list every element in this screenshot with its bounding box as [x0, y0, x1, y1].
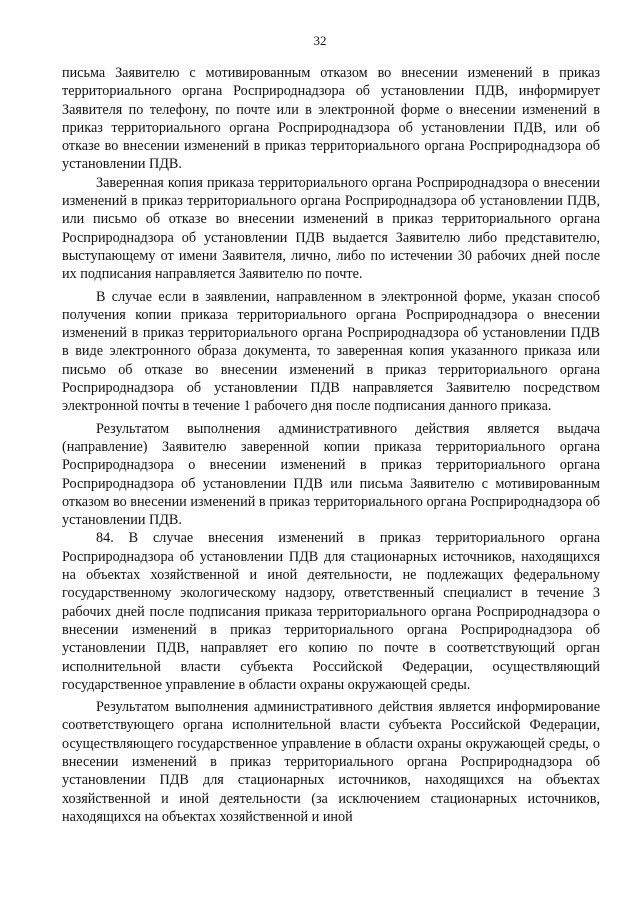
document-body	[62, 64, 600, 826]
paragraph-result-informing: Результатом выполнения административного действия является информирование соответствующего органа исполнительной власти субъекта Российской Федерации, осуществляющего государственное управление в области охраны окружающей среды, о внесении изменений в приказ территориального органа Росприроднадзора об установлении ПДВ для стационарных источников, находящихся на объектах хозяйственной и иной деятельности (за исключением стационарных источников, находящихся на объектах хозяйственной и иной	[62, 699, 600, 825]
paragraph-continuation: письма Заявителю с мотивированным отказом во внесении изменений в приказ территориального органа Росприроднадзора об установлении ПДВ, информирует Заявителя по телефону, по почте или в электронной форме о внесении изменений в приказ территориального органа Росприроднадзора об установлении ПДВ, или об отказе во внесении изменений в приказ территориального органа Росприроднадзора об установлении ПДВ.	[62, 65, 600, 173]
paragraph-certified-copy: Заверенная копия приказа территориального органа Росприроднадзора о внесении изменений в приказ территориального органа Росприроднадзора об установлении ПДВ, или письмо об отказе во внесении изменений в приказ территориального органа Росприроднадзора об установлении ПДВ выдается Заявителю либо представителю, выступающему от имени Заявителя, лично, либо по истечении 30 рабочих дней после их подписания направляется Заявителю по почте.	[62, 174, 600, 283]
page-number: 32	[313, 33, 327, 48]
paragraph-item-84: 84. В случае внесения изменений в приказ территориального органа Росприроднадзора об установлении ПДВ для стационарных источников, находящихся на объектах хозяйственной и иной деятельности, не подлежащих федеральному государственному экологическому надзору, ответственный специалист в течение 3 рабочих дней после подписания приказа территориального органа Росприроднадзора о внесении изменений в приказ территориального органа Росприроднадзора об установлении ПДВ, направляет его копию по почте в соответствующий орган исполнительной власти субъекта Российской Федерации, осуществляющий государственное управление в области охраны окружающей среды.	[62, 530, 600, 693]
paragraph-electronic-form: В случае если в заявлении, направленном в электронной форме, указан способ получения копии приказа территориального органа Росприроднадзора о внесении изменений в приказ территориального органа Росприроднадзора об установлении ПДВ в виде электронного образа документа, то заверенная копия указанного приказа или письмо об отказе во внесении изменений в приказ территориального органа Росприроднадзора об установлении ПДВ направляется Заявителю посредством электронной почты в течение 1 рабочего дня после подписания данного приказа.	[62, 288, 600, 415]
paragraph-result-issuance: Результатом выполнения административного действия является выдача (направление) Заявителю заверенной копии приказа территориального органа Росприроднадзора о внесении изменений в приказ территориального органа Росприроднадзора об установлении ПДВ или письма Заявителю с мотивированным отказом во внесении изменений в приказ территориального органа Росприроднадзора об установлении ПДВ.	[62, 420, 600, 529]
